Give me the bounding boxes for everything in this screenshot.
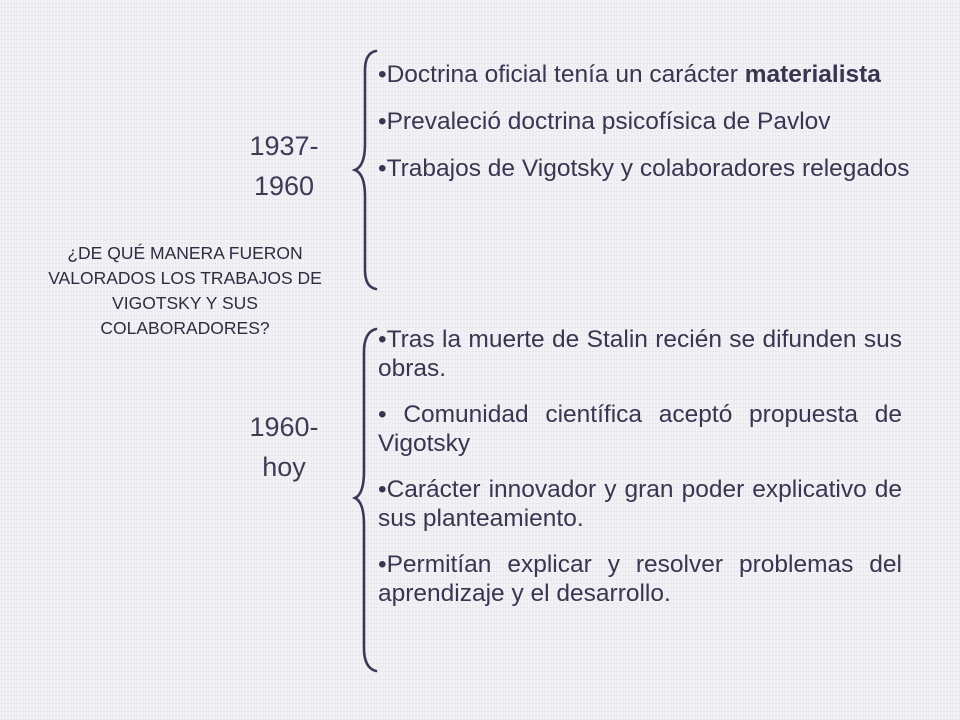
bullet: • [378,551,387,578]
list-item [378,400,902,458]
item-text: Doctrina oficial tenía un carácter [386,61,745,88]
bullet: • [378,401,404,428]
period-label-line: 1937- [249,131,319,161]
item-text: Comunidad científica aceptó propuesta de Vigotsky [378,401,902,457]
period-label-1937-1960 [229,126,339,206]
list-item [378,154,910,183]
bullet: • [378,108,387,135]
question-text: ¿DE QUÉ MANERA FUERON VALORADOS LOS TRABAJOS DE VIGOTSKY Y SUS COLABORADORES? [48,243,322,338]
list-item [378,550,902,608]
bullet: • [378,476,387,503]
period-label-line: hoy [262,452,306,482]
bullet: • [378,326,387,353]
item-text: Prevaleció doctrina psicofísica de Pavlov [386,108,831,135]
item-text: Tras la muerte de Stalin recién se difunden sus obras. [378,326,902,382]
item-emphasis: materialista [744,61,881,88]
list-item [378,107,910,136]
period-label-line: 1960 [253,171,315,201]
period-2-items [378,325,902,625]
curly-brace-1 [350,48,380,292]
list-item [378,475,902,533]
bullet: • [378,155,387,182]
item-text: Permitían explicar y resolver problemas del aprendizaje y el desarrollo. [378,551,902,607]
bullet: • [378,61,387,88]
list-item [378,325,902,383]
item-text: Carácter innovador y gran poder explicativo de sus planteamiento. [378,476,902,532]
period-label-1960-hoy [229,407,339,487]
curly-brace-2 [350,326,380,674]
period-label-line: 1960- [249,412,319,442]
list-item [378,60,910,89]
period-1-items [378,60,910,201]
item-text: Trabajos de Vigotsky y colaboradores relegados [386,155,910,182]
